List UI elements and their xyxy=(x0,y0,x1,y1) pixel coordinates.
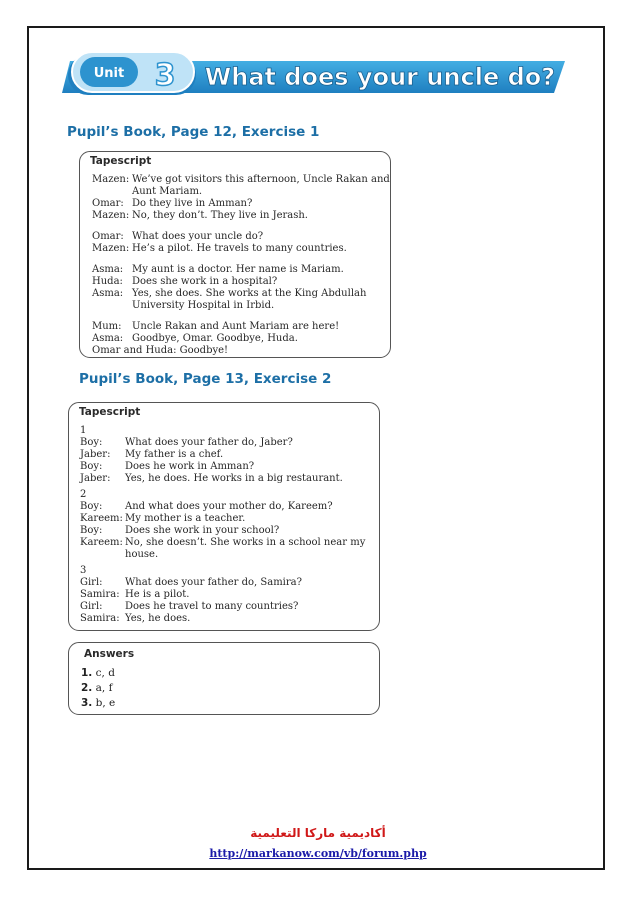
dialogue-text: Does she work in your school? xyxy=(125,525,280,536)
tapescript-line xyxy=(80,525,380,537)
speaker-label: Boy: xyxy=(80,461,103,472)
tapescript-line xyxy=(92,186,392,198)
speaker-label: Boy: xyxy=(80,501,103,512)
speaker-label: Asma: xyxy=(92,288,124,299)
dialogue-text: What does your father do, Samira? xyxy=(125,577,302,588)
dialogue-text: Does he work in Amman? xyxy=(125,461,255,472)
speaker-label: Girl: xyxy=(80,577,103,588)
tapescript-line xyxy=(92,264,392,276)
tapescript-line xyxy=(92,345,392,357)
dialogue-text: University Hospital in Irbid. xyxy=(132,300,275,311)
unit-number: 3 xyxy=(154,58,176,93)
answers-title: Answers xyxy=(84,648,135,660)
dialogue-text: Omar and Huda: Goodbye! xyxy=(92,345,229,356)
dialogue-text: He is a pilot. xyxy=(125,589,190,600)
answer-item: 3. b, e xyxy=(81,697,116,709)
speaker-label: Asma: xyxy=(92,333,124,344)
tapescript-line xyxy=(80,613,380,625)
speaker-label: Kareem: xyxy=(80,513,123,524)
tapescript-line xyxy=(80,565,380,577)
dialogue-text: My father is a chef. xyxy=(125,449,224,460)
speaker-label: Huda: xyxy=(92,276,123,287)
speaker-label: Omar: xyxy=(92,231,124,242)
tapescript-line xyxy=(80,589,380,601)
tapescript-line xyxy=(92,174,392,186)
exercise1-tapescript-title: Tapescript xyxy=(90,155,152,167)
speaker-label: Samira: xyxy=(80,613,120,624)
tapescript-line xyxy=(80,549,380,561)
dialogue-text: Uncle Rakan and Aunt Mariam are here! xyxy=(132,321,340,332)
tapescript-line xyxy=(80,461,380,473)
tapescript-line xyxy=(92,198,392,210)
speaker-label: Mazen: xyxy=(92,243,130,254)
unit-label: Unit xyxy=(93,66,125,81)
unit-banner xyxy=(40,47,565,101)
dialogue-text: We’ve got visitors this afternoon, Uncle Rakan and xyxy=(132,174,390,185)
tapescript-line xyxy=(80,577,380,589)
exercise2-heading: Pupil’s Book, Page 13, Exercise 2 xyxy=(79,371,332,387)
dialogue-text: Do they live in Amman? xyxy=(132,198,253,209)
speaker-label: Boy: xyxy=(80,525,103,536)
speaker-label: 3 xyxy=(80,565,87,576)
footer-forum-link[interactable]: http://markanow.com/vb/forum.php xyxy=(209,847,427,860)
tapescript-line xyxy=(80,537,380,549)
tapescript-line xyxy=(80,437,380,449)
tapescript-line xyxy=(80,489,380,501)
dialogue-text: My aunt is a doctor. Her name is Mariam. xyxy=(132,264,344,275)
speaker-label: Mazen: xyxy=(92,174,130,185)
dialogue-text: And what does your mother do, Kareem? xyxy=(125,501,333,512)
answer-item: 2. a, f xyxy=(81,682,113,694)
dialogue-text: What does your father do, Jaber? xyxy=(125,437,293,448)
dialogue-text: What does your uncle do? xyxy=(132,231,264,242)
tapescript-line xyxy=(80,473,380,485)
exercise1-heading: Pupil’s Book, Page 12, Exercise 1 xyxy=(67,124,320,140)
speaker-label: 2 xyxy=(80,489,87,500)
dialogue-text: My mother is a teacher. xyxy=(125,513,246,524)
speaker-label: Boy: xyxy=(80,437,103,448)
dialogue-text: Does she work in a hospital? xyxy=(132,276,278,287)
tapescript-line xyxy=(80,449,380,461)
speaker-label: Mum: xyxy=(92,321,122,332)
tapescript-line xyxy=(92,243,392,255)
dialogue-text: Does he travel to many countries? xyxy=(125,601,299,612)
dialogue-text: He’s a pilot. He travels to many countries. xyxy=(132,243,347,254)
tapescript-line xyxy=(92,300,392,312)
dialogue-text: Yes, he does. xyxy=(125,613,191,624)
tapescript-line xyxy=(92,276,392,288)
speaker-label: Girl: xyxy=(80,601,103,612)
speaker-label: Jaber: xyxy=(80,449,111,460)
dialogue-text: Aunt Mariam. xyxy=(132,186,203,197)
speaker-label: Jaber: xyxy=(80,473,111,484)
dialogue-text: Goodbye, Omar. Goodbye, Huda. xyxy=(132,333,298,344)
tapescript-line xyxy=(92,333,392,345)
speaker-label: Kareem: xyxy=(80,537,123,548)
tapescript-line xyxy=(80,501,380,513)
tapescript-line xyxy=(80,601,380,613)
unit-title: What does your uncle do? xyxy=(204,63,556,91)
tapescript-line xyxy=(80,513,380,525)
dialogue-text: No, they don’t. They live in Jerash. xyxy=(132,210,308,221)
speaker-label: Asma: xyxy=(92,264,124,275)
speaker-label: 1 xyxy=(80,425,87,436)
tapescript-line xyxy=(92,231,392,243)
answer-item: 1. c, d xyxy=(81,667,115,679)
speaker-label: Mazen: xyxy=(92,210,130,221)
footer-academy-name: أكاديمية ماركا التعليمية xyxy=(250,826,386,840)
dialogue-text: Yes, he does. He works in a big restaurant. xyxy=(125,473,343,484)
tapescript-line xyxy=(92,321,392,333)
tapescript-line xyxy=(80,425,380,437)
dialogue-text: Yes, she does. She works at the King Abdullah xyxy=(132,288,367,299)
dialogue-text: No, she doesn’t. She works in a school near my xyxy=(125,537,366,548)
tapescript-line xyxy=(92,210,392,222)
speaker-label: Samira: xyxy=(80,589,120,600)
tapescript-line xyxy=(92,288,392,300)
exercise2-tapescript-title: Tapescript xyxy=(79,406,141,418)
dialogue-text: house. xyxy=(125,549,159,560)
speaker-label: Omar: xyxy=(92,198,124,209)
